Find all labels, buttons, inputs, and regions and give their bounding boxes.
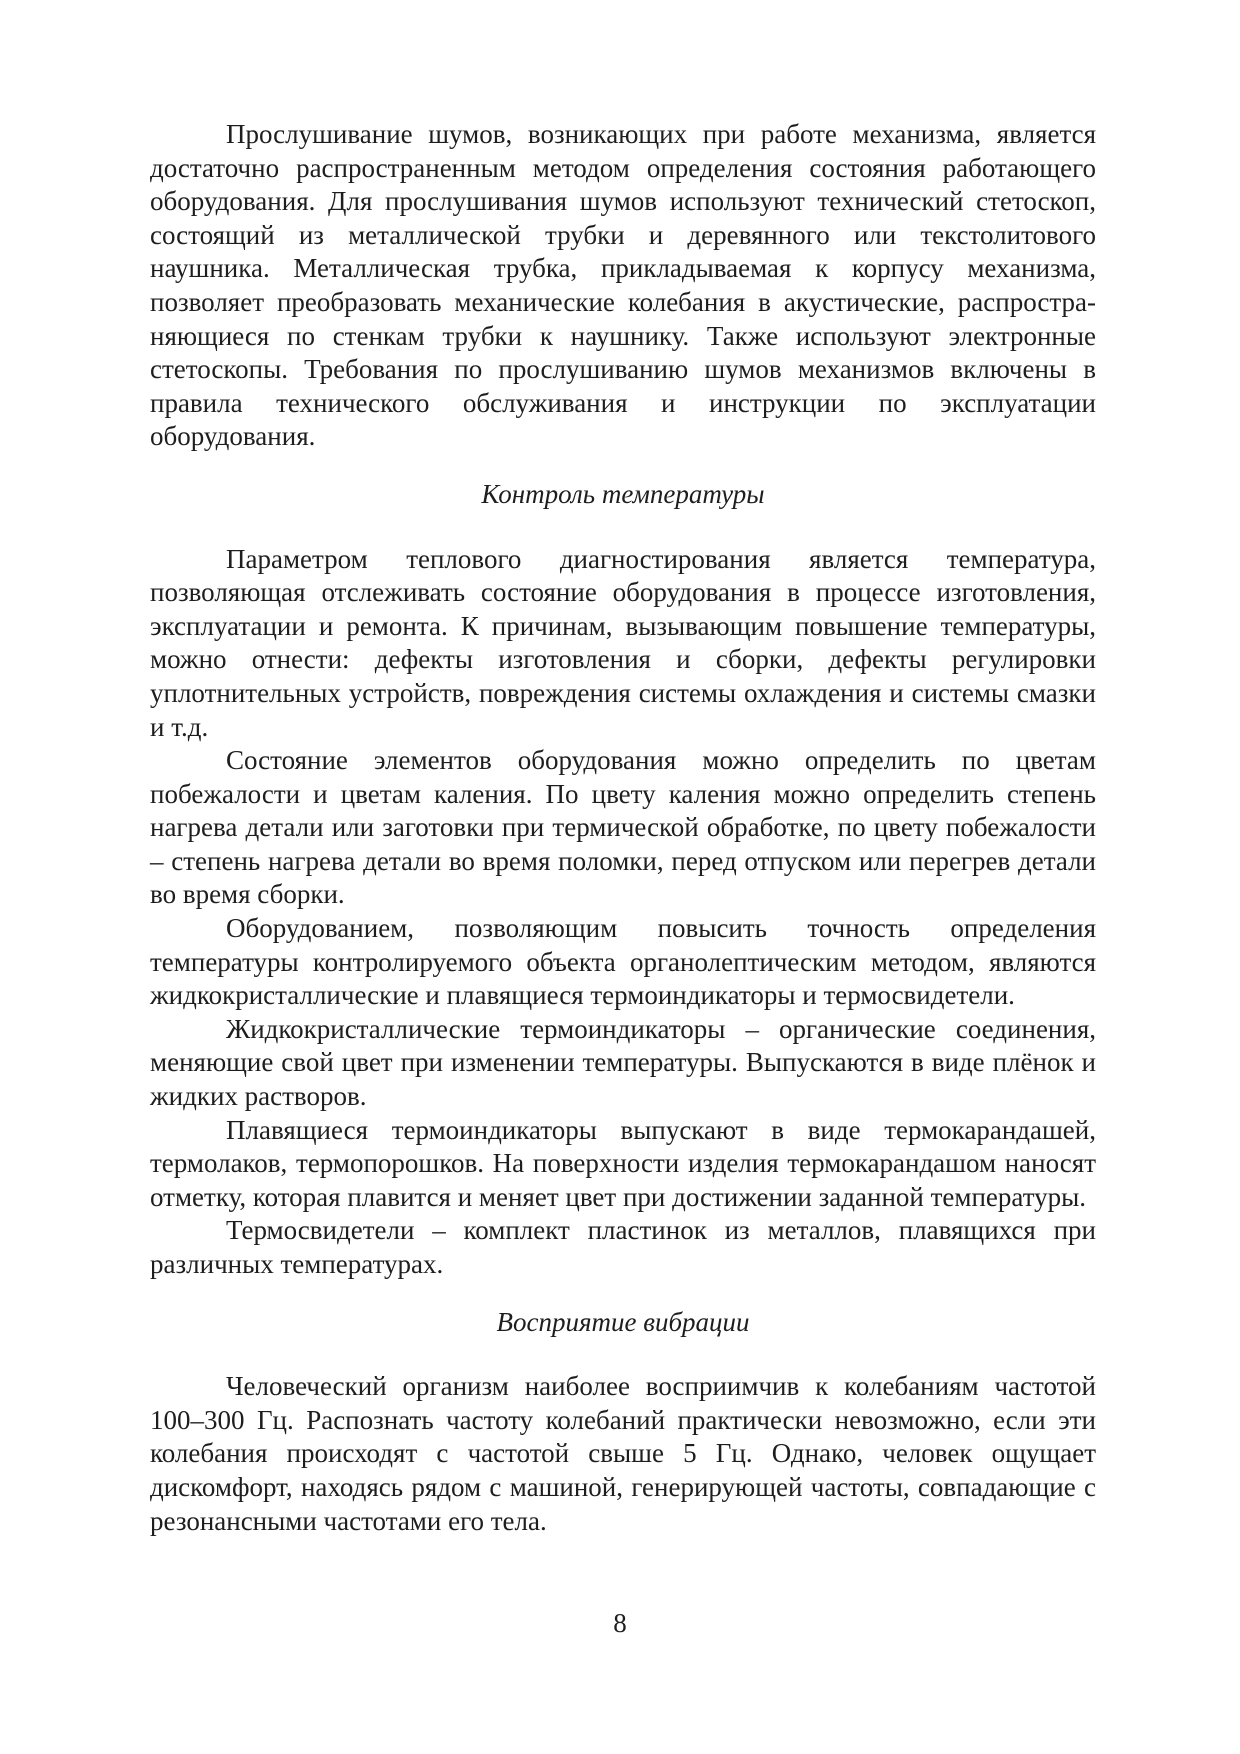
page-body [150, 118, 1096, 1538]
paragraph-thermal-diagnostics: Параметром теплового диагностирования является температура, позволяющая отслеживать состояние оборудования в процессе изготовления, эксплуатации и ремонта. К причинам, вызывающим повышение температуры, можно отнести: дефекты изготовления и сборки, дефекты регулировки уплотнительных устройств, повреждения системы охлаждения и системы смазки и т.д. [150, 543, 1096, 742]
paragraph-noise-listening: Прослушивание шумов, возникающих при работе механизма, является достаточно распространенным методом определения состояния работающего оборудования. Для прослушивания шумов используют технический стетоскоп, состоящий из металлической трубки и деревянного или текстолитового наушника. Металлическая трубка, прикладываемая к корпусу механизма, позволяет преобразовать механические колебания в акустические, распространяющиеся по стенкам трубки к наушнику. Также используют электронные стетоскопы. Требования по прослушиванию шумов механизмов включены в правила технического обслуживания и инструкции по эксплуатации оборудования. [150, 119, 1096, 452]
paragraph-vibration-perception: Человеческий организм наиболее восприимчив к колебаниям частотой 100–300 Гц. Распознать частоту колебаний практически невозможно, если эти колебания происходят с частотой свыше 5 Гц. Однако, человек ощущает дискомфорт, находясь рядом с машиной, генерирующей частоты, совпадающие с резонансными частотами его тела. [150, 1371, 1096, 1536]
paragraph-liquid-crystal-indicators: Жидкокристаллические термоиндикаторы – органические соединения, меняющие свой цвет при изменении температуры. Выпускаются в виде плёнок и жидких растворов. [150, 1013, 1096, 1112]
page-number: 8 [613, 1608, 627, 1638]
paragraph-thermo-witnesses: Термосвидетели – комплект пластинок из металлов, плавящихся при различных температурах. [150, 1215, 1096, 1279]
section-heading-vibration-perception: Восприятие вибрации [496, 1306, 750, 1337]
paragraph-thermo-equipment: Оборудованием, позволяющим повысить точность определения температуры контролируемого объекта органолептическим методом, являются жидкокристаллические и плавящиеся термоиндикаторы и термосвидетели. [150, 913, 1096, 1011]
paragraph-temper-colors: Состояние элементов оборудования можно определить по цветам побежалости и цветам каления. По цвету каления можно определить степень нагрева детали или заготовки при термической обработке, по цвету побежалости – степень нагрева детали во время поломки, перед отпуском или перегрев детали во время сборки. [150, 745, 1096, 910]
section-heading-temperature-control: Контроль температуры [481, 478, 765, 509]
paragraph-melting-indicators: Плавящиеся термоиндикаторы выпускают в виде термокарандашей, термолаков, термопорошков. На поверхности изделия термокарандашом наносят отметку, которая плавится и меняет цвет при достижении заданной температуры. [150, 1114, 1096, 1212]
